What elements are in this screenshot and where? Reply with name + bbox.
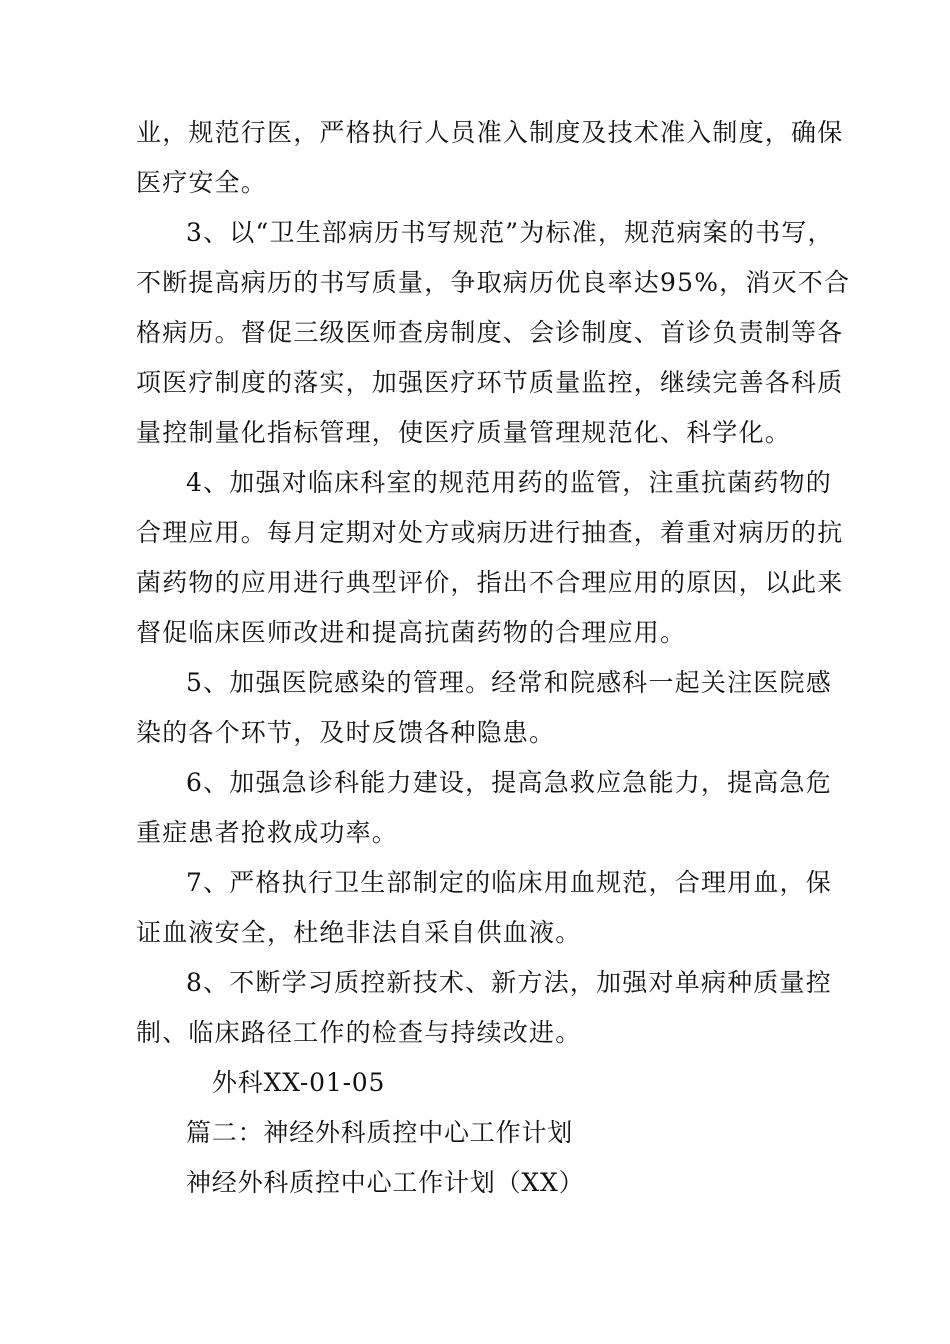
signature-date: 外科XX-01-05 <box>212 1068 386 1097</box>
text-line: 菌药物的应用进行典型评价，指出不合理应用的原因，以此来 <box>136 568 844 597</box>
text-line: 证血液安全，杜绝非法自采自供血液。 <box>136 918 582 947</box>
text-line: 6、加强急诊科能力建设，提高急救应急能力，提高急危 <box>186 768 832 797</box>
text-line: 7、严格执行卫生部制定的临床用血规范，合理用血，保 <box>186 868 832 897</box>
text-line: 医疗安全。 <box>136 168 268 197</box>
text-line: 重症患者抢救成功率。 <box>136 818 399 847</box>
text-line: 8、不断学习质控新技术、新方法，加强对单病种质量控 <box>186 968 832 997</box>
text-line: 量控制量化指标管理，使医疗质量管理规范化、科学化。 <box>136 418 792 447</box>
text-line: 3、以“卫生部病历书写规范”为标准，规范病案的书写， <box>186 218 834 247</box>
text-line: 业，规范行医，严格执行人员准入制度及技术准入制度，确保 <box>136 118 844 147</box>
text-line: 不断提高病历的书写质量，争取病历优良率达95%，消灭不合 <box>136 268 851 297</box>
text-line: 5、加强医院感染的管理。经常和院感科一起关注医院感 <box>186 668 832 697</box>
text-line: 染的各个环节，及时反馈各种隐患。 <box>136 718 556 747</box>
text-line: 制、临床路径工作的检查与持续改进。 <box>136 1018 582 1047</box>
next-article-title: 神经外科质控中心工作计划（XX） <box>186 1168 585 1197</box>
text-line: 4、加强对临床科室的规范用药的监管，注重抗菌药物的 <box>186 468 832 497</box>
next-article-heading: 篇二：神经外科质控中心工作计划 <box>186 1118 574 1147</box>
text-line: 格病历。督促三级医师查房制度、会诊制度、首诊负责制等各 <box>136 318 844 347</box>
text-line: 督促临床医师改进和提高抗菌药物的合理应用。 <box>136 618 687 647</box>
text-line: 项医疗制度的落实，加强医疗环节质量监控，继续完善各科质 <box>136 368 844 397</box>
text-line: 合理应用。每月定期对处方或病历进行抽查，着重对病历的抗 <box>136 518 844 547</box>
